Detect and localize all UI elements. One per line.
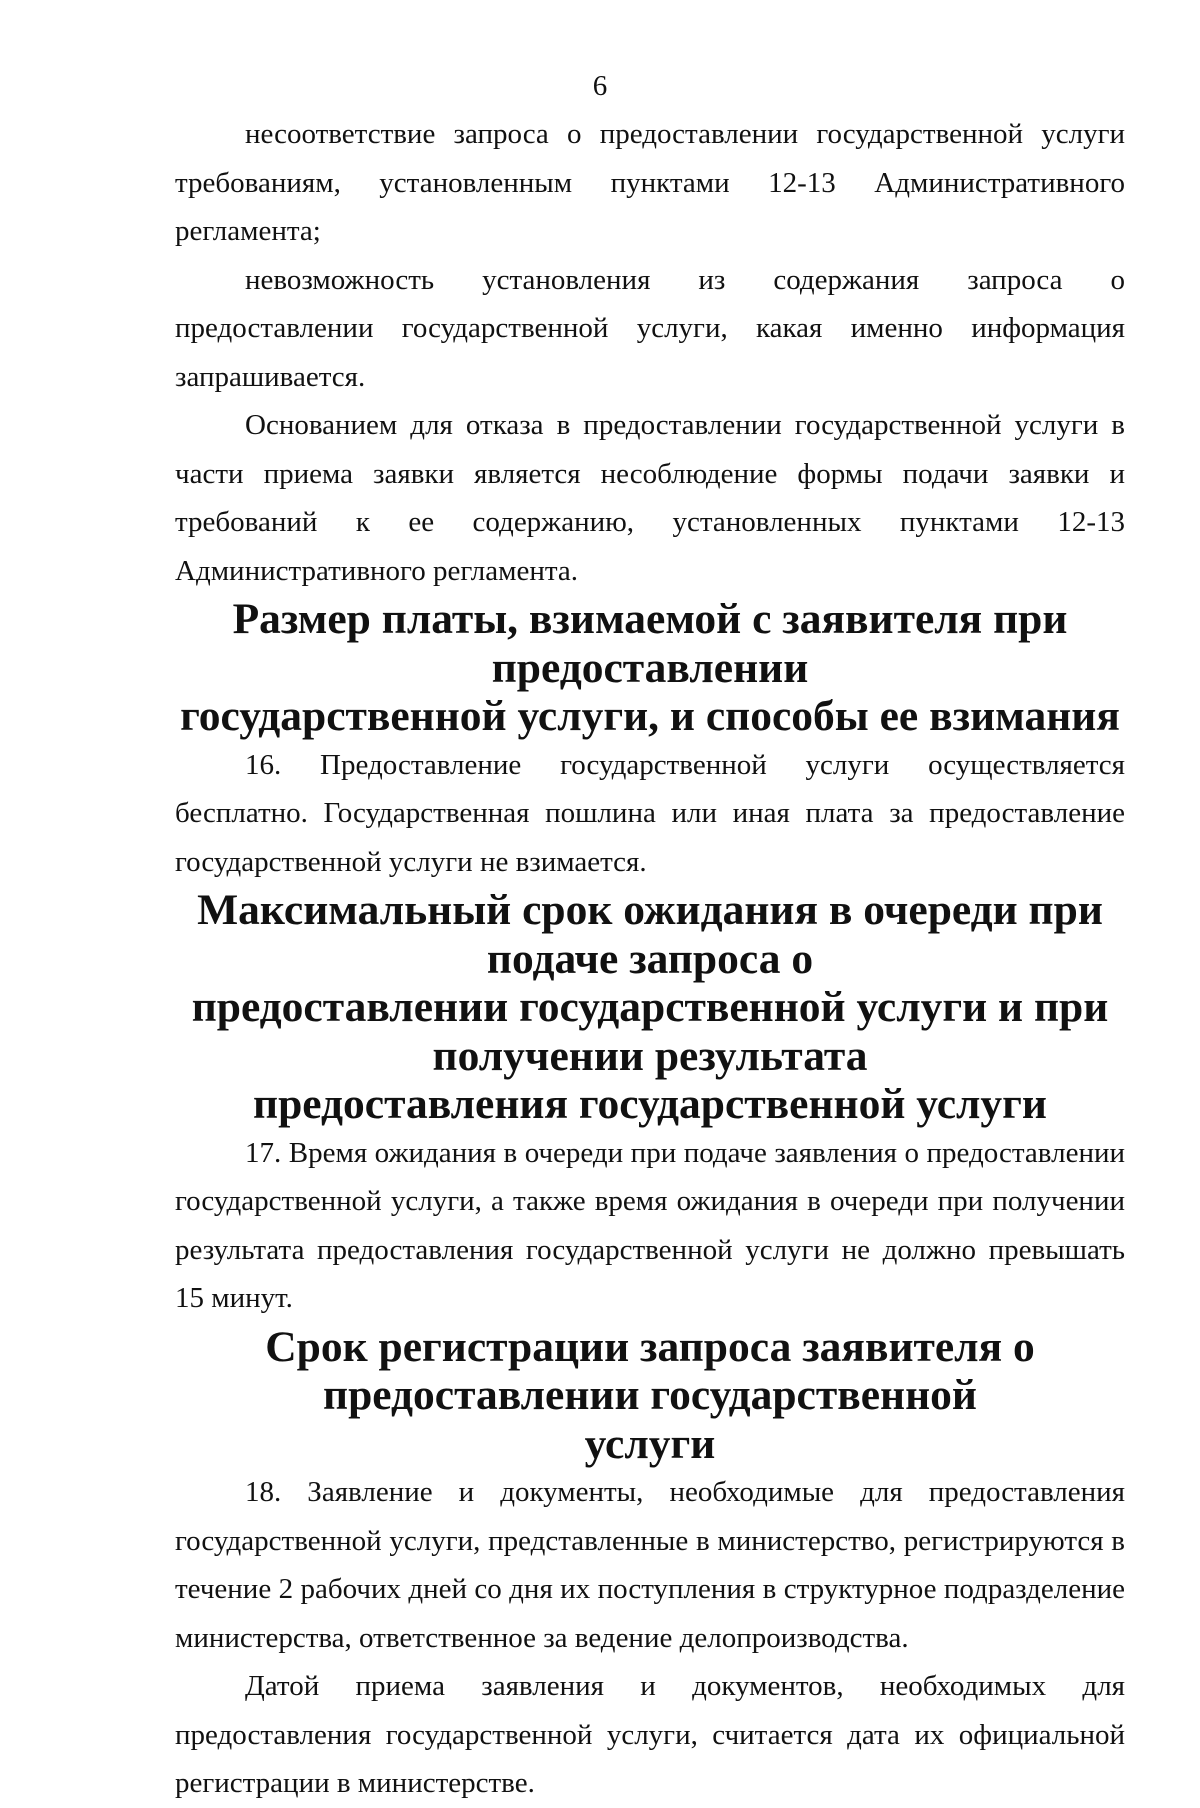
heading-line: Срок регистрации запроса заявителя о предоставлении государственной xyxy=(265,1322,1035,1419)
heading-line: услуги xyxy=(584,1419,716,1468)
heading-line: Размер платы, взимаемой с заявителя при предоставлении xyxy=(232,595,1068,692)
paragraph-item-17: 17. Время ожидания в очереди при подаче заявления о предоставлении государственной услуги, а также время ожидания в очереди при получении результата предоставления государственной услуги не должно превышать 15 минут. xyxy=(175,1136,1125,1314)
paragraph-refusal-grounds: Основанием для отказа в предоставлении государственной услуги в части приема заявки является несоблюдение формы подачи заявки и требований к ее содержанию, установленных пунктами 12-13 Административного регламента. xyxy=(175,409,1125,587)
heading-registration-term xyxy=(175,1323,1125,1469)
heading-line: предоставлении государственной услуги и при получении результата xyxy=(191,983,1109,1080)
heading-line: Максимальный срок ожидания в очереди при подаче запроса о xyxy=(197,886,1103,983)
paragraph-item-18: 18. Заявление и документы, необходимые для предоставления государственной услуги, представленные в министерство, регистрируются в течение 2 рабочих дней со дня их поступления в структурное подразделение министерства, ответственное за ведение делопроизводства. xyxy=(175,1476,1125,1654)
heading-line: предоставления государственной услуги xyxy=(253,1080,1047,1128)
paragraph-unclear-request: невозможность установления из содержания запроса о предоставлении государственной услуги, какая именно информация запрашивается. xyxy=(175,263,1125,393)
heading-fee-size xyxy=(175,595,1125,741)
page-number: 6 xyxy=(592,70,608,102)
paragraph-request-mismatch: несоответствие запроса о предоставлении государственной услуги требованиям, установленным пунктами 12-13 Административного регламента; xyxy=(175,118,1125,247)
heading-line: государственной услуги, и способы ее взимания xyxy=(180,692,1120,740)
document-body xyxy=(175,110,1125,1808)
heading-max-waiting-time xyxy=(175,886,1125,1129)
paragraph-item-16: 16. Предоставление государственной услуги осуществляется бесплатно. Государственная пошлина или иная плата за предоставление государственной услуги не взимается. xyxy=(175,748,1125,878)
paragraph-receipt-date: Датой приема заявления и документов, необходимых для предоставления государственной услуги, считается дата их официальной регистрации в министерстве. xyxy=(175,1670,1125,1799)
